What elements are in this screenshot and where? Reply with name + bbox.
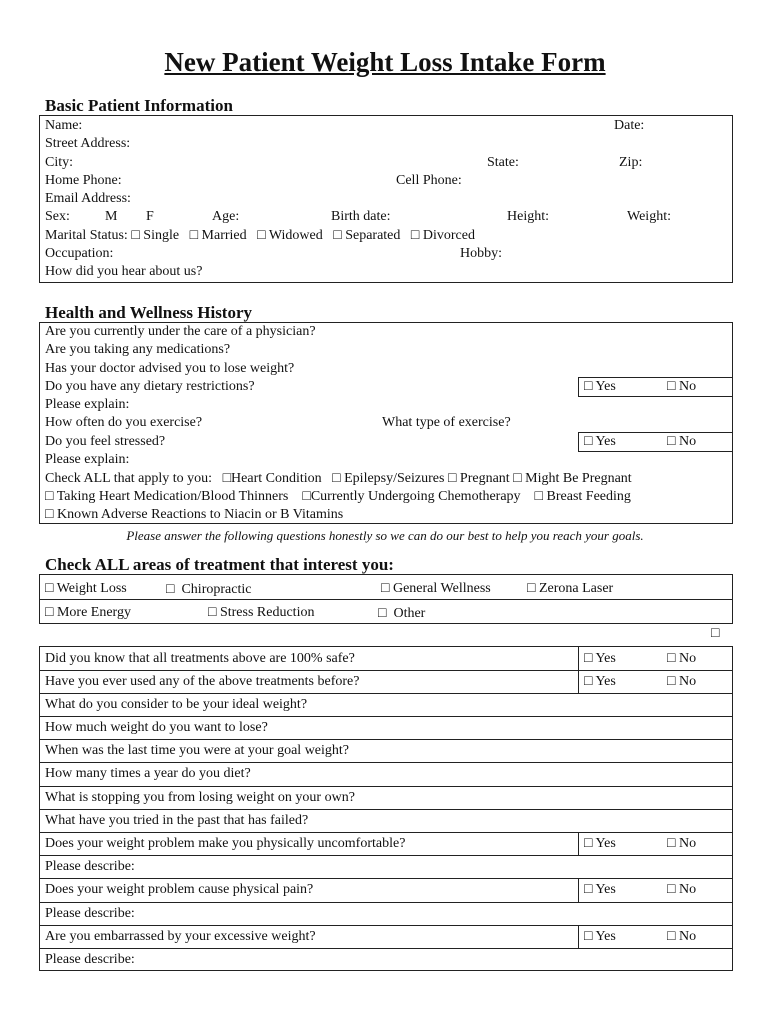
weight-loss-checkbox[interactable]: □	[45, 581, 54, 596]
divider	[39, 762, 733, 763]
stressed-yes-label: Yes	[595, 434, 616, 449]
hear-about-us-label: How did you hear about us?	[45, 264, 203, 279]
heart-medication-checkbox[interactable]: □	[45, 489, 54, 504]
city-label: City:	[45, 155, 74, 170]
stress-reduction-checkbox[interactable]: □	[208, 605, 217, 620]
marital-separated-checkbox[interactable]: □	[333, 228, 342, 243]
safe-no-option[interactable]	[667, 651, 696, 667]
embarrassed-describe-label: Please describe:	[45, 952, 135, 967]
pain-no-checkbox[interactable]: □	[667, 882, 676, 897]
safe-question: Did you know that all treatments above are 100% safe?	[45, 651, 355, 666]
epilepsy-checkbox[interactable]: □	[332, 471, 341, 486]
safe-yes-label: Yes	[595, 651, 616, 666]
treatment-weight-loss-option[interactable]	[45, 581, 127, 597]
how-much-weight-question: How much weight do you want to lose?	[45, 720, 268, 735]
divider	[578, 832, 579, 855]
treatment-other-option[interactable]	[378, 606, 425, 622]
divider	[578, 878, 579, 902]
treatment-zerona-laser-option[interactable]	[527, 581, 613, 597]
stressed-no-option[interactable]	[667, 434, 696, 450]
treatment-general-wellness-option[interactable]	[381, 581, 491, 597]
other-checkbox[interactable]: □	[378, 606, 387, 621]
divider	[578, 646, 579, 693]
pain-yes-label: Yes	[595, 882, 616, 897]
pain-yes-option[interactable]	[584, 882, 616, 898]
hobby-label: Hobby:	[460, 246, 502, 261]
heart-medication-label: Taking Heart Medication/Blood Thinners	[56, 489, 289, 504]
ideal-weight-question: What do you consider to be your ideal weight?	[45, 697, 308, 712]
safe-yes-option[interactable]	[584, 651, 616, 667]
basic-info-box	[39, 115, 733, 283]
chemotherapy-checkbox[interactable]: □	[302, 489, 311, 504]
embarrassed-yes-checkbox[interactable]: □	[584, 929, 593, 944]
doctor-advised-question: Has your doctor advised you to lose weight?	[45, 361, 295, 376]
home-phone-label: Home Phone:	[45, 173, 122, 188]
marital-divorced-label: Divorced	[422, 228, 475, 243]
stray-checkbox[interactable]: □	[711, 626, 720, 641]
last-goal-weight-question: When was the last time you were at your goal weight?	[45, 743, 350, 758]
marital-married-checkbox[interactable]: □	[189, 228, 199, 243]
used-before-no-option[interactable]	[667, 674, 696, 690]
chiropractic-checkbox[interactable]: □	[166, 582, 175, 597]
treatment-stress-reduction-option[interactable]	[208, 605, 314, 621]
heart-condition-label: Heart Condition	[231, 471, 322, 486]
physician-question: Are you currently under the care of a physician?	[45, 324, 316, 339]
used-before-no-checkbox[interactable]: □	[667, 674, 676, 689]
used-before-yes-label: Yes	[595, 674, 616, 689]
diet-times-question: How many times a year do you diet?	[45, 766, 251, 781]
divider	[39, 902, 733, 903]
dietary-no-option[interactable]	[667, 379, 696, 395]
conditions-row-1	[45, 471, 632, 487]
niacin-reaction-label: Known Adverse Reactions to Niacin or B Vitamins	[56, 507, 344, 522]
breast-feeding-label: Breast Feeding	[546, 489, 631, 504]
exercise-frequency-question: How often do you exercise?	[45, 415, 203, 430]
stress-explain-label: Please explain:	[45, 452, 130, 467]
epilepsy-label: Epilepsy/Seizures	[344, 471, 445, 486]
conditions-row-3	[45, 507, 343, 523]
marital-widowed-checkbox[interactable]: □	[257, 228, 266, 243]
divider	[39, 786, 733, 787]
dietary-restrictions-question: Do you have any dietary restrictions?	[45, 379, 255, 394]
heart-condition-checkbox[interactable]: □	[222, 471, 232, 486]
age-label: Age:	[212, 209, 240, 224]
more-energy-label: More Energy	[56, 605, 131, 620]
exercise-type-question: What type of exercise?	[382, 415, 511, 430]
stressed-yes-option[interactable]	[584, 434, 616, 450]
tried-failed-question: What have you tried in the past that has failed?	[45, 813, 309, 828]
divider	[39, 878, 733, 879]
marital-single-label: Single	[143, 228, 180, 243]
zerona-laser-label: Zerona Laser	[538, 581, 614, 596]
marital-married-label: Married	[201, 228, 247, 243]
divider	[578, 432, 733, 433]
dietary-explain-label: Please explain:	[45, 397, 130, 412]
safe-no-label: No	[678, 651, 697, 666]
email-label: Email Address:	[45, 191, 131, 206]
name-label: Name:	[45, 118, 83, 133]
height-label: Height:	[507, 209, 549, 224]
stressed-yes-checkbox[interactable]: □	[584, 434, 593, 449]
street-address-label: Street Address:	[45, 136, 131, 151]
conditions-row-2	[45, 489, 631, 505]
general-wellness-label: General Wellness	[392, 581, 491, 596]
marital-single-checkbox[interactable]: □	[131, 228, 140, 243]
divider	[578, 377, 733, 378]
stopping-question: What is stopping you from losing weight on your own?	[45, 790, 355, 805]
uncomfortable-question: Does your weight problem make you physically uncomfortable?	[45, 836, 406, 851]
might-be-pregnant-checkbox[interactable]: □	[513, 471, 522, 486]
embarrassed-no-label: No	[678, 929, 697, 944]
divider	[39, 925, 733, 926]
sex-f-option[interactable]: F	[146, 209, 154, 224]
check-all-label: Check ALL that apply to you:	[45, 471, 213, 486]
uncomfortable-describe-label: Please describe:	[45, 859, 135, 874]
divider	[39, 670, 733, 671]
marital-status-label: Marital Status:	[45, 228, 128, 243]
more-energy-checkbox[interactable]: □	[45, 605, 54, 620]
treatment-chiropractic-option[interactable]	[166, 582, 251, 598]
breast-feeding-checkbox[interactable]: □	[534, 489, 544, 504]
safe-yes-checkbox[interactable]: □	[584, 651, 593, 666]
divider	[578, 377, 579, 396]
niacin-reaction-checkbox[interactable]: □	[45, 507, 54, 522]
marital-separated-label: Separated	[345, 228, 401, 243]
divider	[39, 809, 733, 810]
marital-widowed-label: Widowed	[268, 228, 323, 243]
birth-date-label: Birth date:	[331, 209, 391, 224]
embarrassed-no-checkbox[interactable]: □	[667, 929, 676, 944]
stress-reduction-label: Stress Reduction	[219, 605, 315, 620]
form-title: New Patient Weight Loss Intake Form	[164, 47, 606, 77]
used-before-question: Have you ever used any of the above treatments before?	[45, 674, 360, 689]
state-label: State:	[487, 155, 519, 170]
divider	[39, 832, 733, 833]
uncomfortable-no-option[interactable]	[667, 836, 696, 852]
other-label: Other	[393, 606, 426, 621]
divider	[39, 693, 733, 694]
sex-label: Sex:	[45, 209, 70, 224]
stressed-question: Do you feel stressed?	[45, 434, 166, 449]
pain-describe-label: Please describe:	[45, 906, 135, 921]
marital-status-row	[45, 228, 475, 244]
treatment-heading: Check ALL areas of treatment that interest you:	[45, 555, 394, 574]
divider	[578, 925, 579, 948]
dietary-yes-option[interactable]	[584, 379, 616, 395]
used-before-yes-checkbox[interactable]: □	[584, 674, 593, 689]
pregnant-checkbox[interactable]: □	[447, 471, 457, 486]
health-history-heading: Health and Wellness History	[45, 303, 253, 322]
uncomfortable-no-label: No	[678, 836, 697, 851]
basic-info-heading: Basic Patient Information	[45, 96, 233, 115]
divider	[578, 396, 733, 397]
dietary-yes-checkbox[interactable]: □	[584, 379, 593, 394]
uncomfortable-yes-option[interactable]	[584, 836, 616, 852]
dietary-yes-label: Yes	[595, 379, 616, 394]
weight-label: Weight:	[627, 209, 671, 224]
safe-no-checkbox[interactable]: □	[667, 651, 676, 666]
sex-m-option[interactable]: M	[105, 209, 118, 224]
pain-no-label: No	[678, 882, 697, 897]
embarrassed-yes-option[interactable]	[584, 929, 616, 945]
stressed-no-checkbox[interactable]: □	[667, 434, 676, 449]
might-be-pregnant-label: Might Be Pregnant	[525, 471, 632, 486]
pregnant-label: Pregnant	[459, 471, 510, 486]
embarrassed-no-option[interactable]	[667, 929, 696, 945]
marital-divorced-checkbox[interactable]: □	[410, 228, 420, 243]
divider	[578, 451, 733, 452]
embarrassed-question: Are you embarrassed by your excessive weight?	[45, 929, 316, 944]
stressed-no-label: No	[678, 434, 697, 449]
used-before-yes-option[interactable]	[584, 674, 616, 690]
physical-pain-question: Does your weight problem cause physical pain?	[45, 882, 314, 897]
dietary-no-label: No	[678, 379, 697, 394]
cell-phone-label: Cell Phone:	[396, 173, 462, 188]
divider	[39, 739, 733, 740]
date-label: Date:	[614, 118, 645, 133]
divider	[39, 599, 733, 600]
pain-yes-checkbox[interactable]: □	[584, 882, 593, 897]
occupation-label: Occupation:	[45, 246, 114, 261]
chemotherapy-label: Currently Undergoing Chemotherapy	[310, 489, 521, 504]
general-wellness-checkbox[interactable]: □	[381, 581, 390, 596]
weight-loss-label: Weight Loss	[56, 581, 127, 596]
medications-question: Are you taking any medications?	[45, 342, 231, 357]
embarrassed-yes-label: Yes	[595, 929, 616, 944]
zerona-laser-checkbox[interactable]: □	[527, 581, 536, 596]
uncomfortable-yes-label: Yes	[595, 836, 616, 851]
divider	[578, 432, 579, 451]
treatment-more-energy-option[interactable]	[45, 605, 131, 621]
chiropractic-label: Chiropractic	[181, 582, 252, 597]
pain-no-option[interactable]	[667, 882, 696, 898]
divider	[39, 855, 733, 856]
zip-label: Zip:	[619, 155, 643, 170]
dietary-no-checkbox[interactable]: □	[667, 379, 676, 394]
uncomfortable-no-checkbox[interactable]: □	[667, 836, 676, 851]
instruction-note: Please answer the following questions honestly so we can do our best to help you reach your goals.	[126, 528, 644, 543]
divider	[39, 948, 733, 949]
uncomfortable-yes-checkbox[interactable]: □	[584, 836, 593, 851]
used-before-no-label: No	[678, 674, 697, 689]
divider	[39, 716, 733, 717]
